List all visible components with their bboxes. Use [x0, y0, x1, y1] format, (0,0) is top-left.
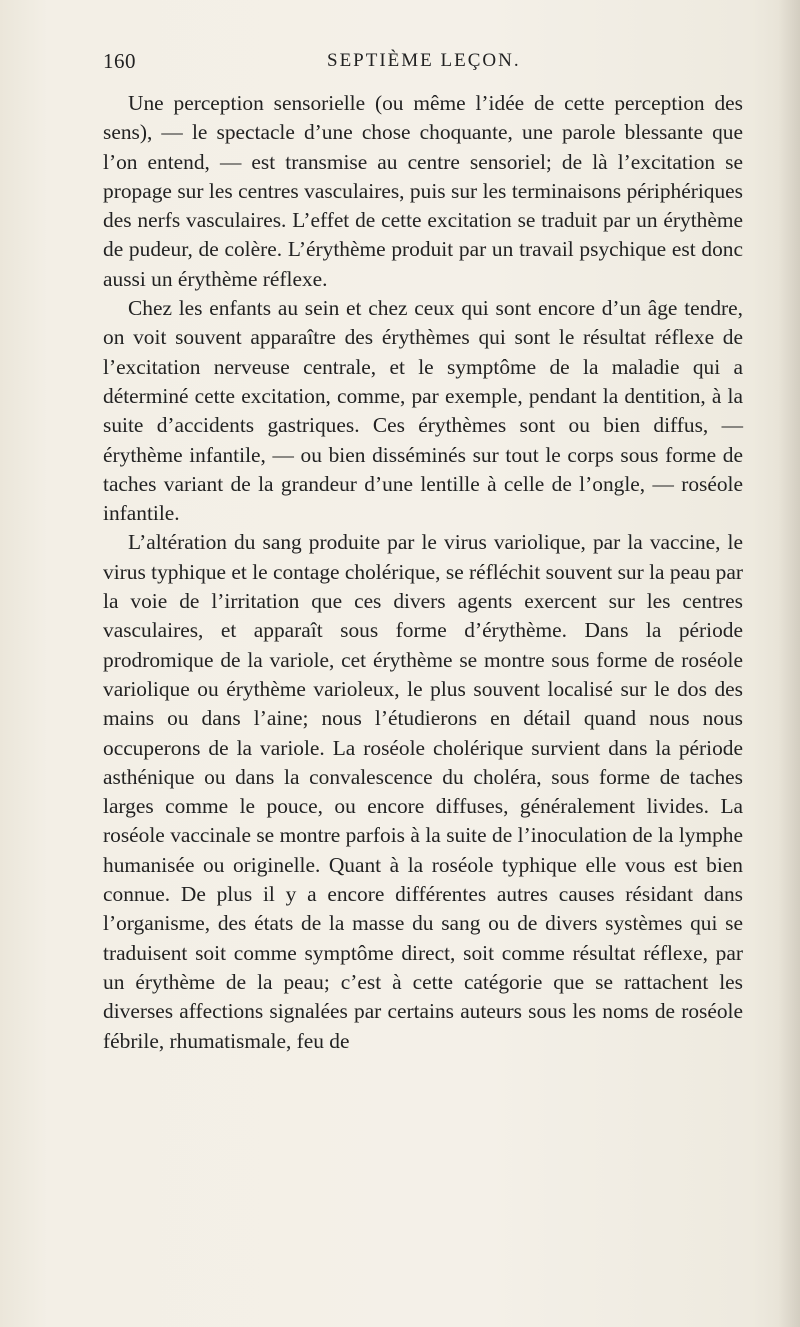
paragraph-perception: Une perception sensorielle (ou même l’idée de cette perception des sens), — le spectacle d’une chose choquante, une parole blessante que l’on entend, — est transmise au centre sensoriel; de là l’excitation se propage sur les centres vasculaires, puis sur les terminaisons périphériques des nerfs vasculaires. L’effet de cette excitation se traduit par un érythème de pudeur, de colère. L’érythème produit par un travail psychique est donc aussi un érythème réflexe. [103, 91, 743, 291]
paragraph-alteration-sang: L’altération du sang produite par le virus variolique, par la vaccine, le virus typhique et le contage cholérique, se réfléchit souvent sur la peau par la voie de l’irritation que ces divers agents exercent sur les centres vasculaires, et apparaît sous forme d’érythème. Dans la période prodromique de la variole, cet érythème se montre sous forme de roséole variolique ou érythème varioleux, le plus souvent localisé sur le dos des mains ou dans l’aine; nous l’étudierons en détail quand nous nous occuperons de la variole. La roséole cholérique survient dans la période asthénique ou dans la convalescence du choléra, sous forme de taches larges comme le pouce, ou encore diffuses, généralement livides. La roséole vaccinale se montre parfois à la suite de l’inoculation de la lymphe humanisée ou originelle. Quant à la roséole typhique elle vous est bien connue. De plus il y a encore différentes autres causes résidant dans l’organisme, des états de la masse du sang ou de divers systèmes qui se traduisent soit comme symptôme direct, soit comme résultat réflexe, par un érythème de la peau; c’est à cette catégorie que se rattachent les diverses affections signalées par certains auteurs sous les noms de roséole fébrile, rhumatismale, feu de [103, 530, 743, 1053]
page-header [103, 46, 743, 76]
body-text [103, 89, 743, 1056]
page-edge-shadow [778, 0, 800, 1327]
page-number: 160 [103, 49, 136, 73]
running-title: SEPTIÈME LEÇON. [327, 50, 521, 71]
paragraph-enfants: Chez les enfants au sein et chez ceux qui sont encore d’un âge tendre, on voit souvent apparaître des érythèmes qui sont le résultat réflexe de l’excitation nerveuse centrale, et le symptôme de la maladie qui a déterminé cette excitation, comme, par exemple, pendant la dentition, à la suite d’accidents gastriques. Ces érythèmes sont ou bien diffus, — érythème infantile, — ou bien disséminés sur tout le corps sous forme de taches variant de la grandeur d’une lentille à celle de l’ongle, — roséole infantile. [103, 296, 743, 526]
